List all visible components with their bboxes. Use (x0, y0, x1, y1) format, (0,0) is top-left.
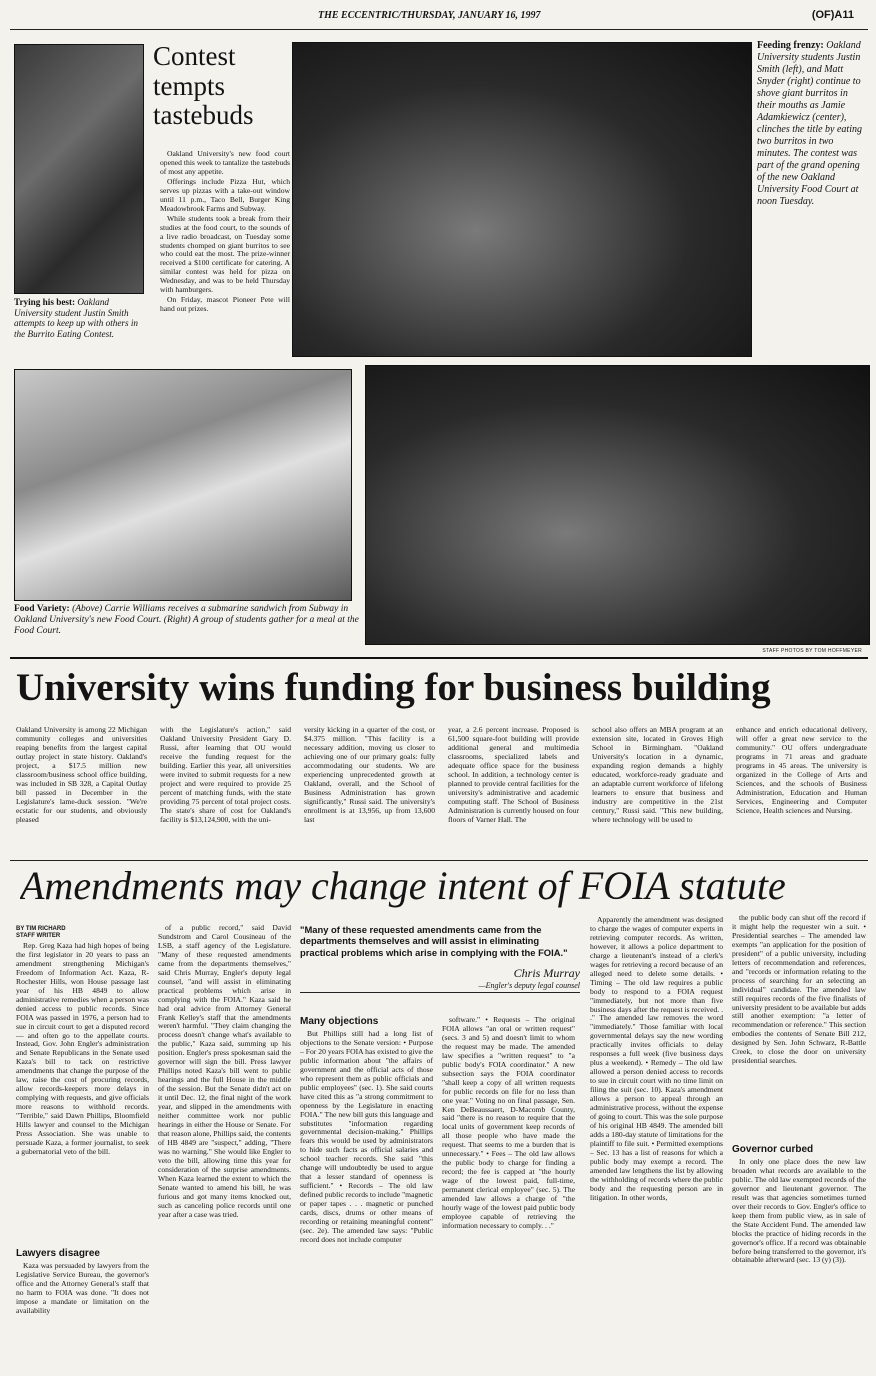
foia-headline: Amendments may change intent of FOIA statute (20, 864, 786, 908)
subway-photo (14, 369, 352, 601)
pull-quote-text: "Many of these requested amendments came from the departments themselves and will assist in eliminating practical problems which arise in complying with the FOIA." (300, 924, 568, 958)
contest-headline: Contest tempts tastebuds (153, 41, 254, 131)
foia-text: the public body can shut off the record if it might help the requester win a suit. • Presidential searches – The amended law exempts "an application for the position of president" of a public university, including letters of recommendation and references, and "records or information relating to the process of searching for an selecting an individual" candidate. The amended law still requires records of the five finalists of university president to be available but adds still another exemption: "a letter of recommendation or reference." This section embodies the contents of Senate Bill 212, designed by Sen. John Schwarz, R-Battle Creek, to close the door on university presidential searches. (732, 914, 866, 1066)
byline (16, 926, 146, 940)
funding-column: with the Legislature's action," said Oakland University President Gary D. Russi, after learning that OU would receive the funding request for the building. Earlier this year, all universities were invited to submit requests for a new project and were required to provide 25 percent of matching funds, with the state providing 75 percent of total project costs. The state's share of cost for Oakland's facility is $13,124,900, with the uni- (160, 726, 291, 824)
paper-name (318, 10, 540, 21)
funding-column: Oakland University is among 22 Michigan community colleges and universities reaping benefits from the largest capital outlay project in state history. Oakland's project, a $17.5 million new classroom/business school office building, was included in SB 328, a Capital Outlay bill passed in December in the Legislature's lame-duck session. "We're ecstatic for our students, and obviously pleased (16, 726, 147, 824)
foia-text: Kaza was persuaded by lawyers from the Legislative Service Bureau, the governor's office and the Attorney General's staff that no harm to FOIA was done. "It does not impose a mandate or limitation on the availability (16, 1262, 149, 1315)
foia-column-1b (16, 1262, 149, 1366)
subhead-lawyers: Lawyers disagree (16, 1248, 100, 1259)
byline-role: STAFF WRITER (16, 933, 61, 940)
foia-text: Apparently the amendment was designed to charge the wages of computer experts in retrieving computer records. As written, however, it allows a police department to charge a lieutenant's instead of a clerk's wages for retrieving a record because of an alleged need to delete some details. • Timing – The old law requires a public body to respond to a FOIA request "immediately, but not more than five business days after the request is received. . ." The amended law removes the word "immediately." Those familiar with local governmental delays say the new wording practically invites officials to delay responses a full week (five business days plus a weekend). • Remedy – The old law allowed a person denied access to records to sue in circuit court with no time limit on filing the suit (sec. 10). Kaza's amendment allows a person to appeal through an administrative process, without the expense of going to court. This was the sole purpose of his original HB 4849. The amended bill adds a 180-day statute of limitations for the plaintiff to file suit. • Permitted exemptions – Sec. 13 has a list of reasons for which a public body may exempt a record. The amended law lengthens the list by allowing the withholding of records where the public body and the requesting person are in litigation. In other words, (590, 916, 723, 1202)
frenzy-text: Oakland University students Justin Smith (left), and Matt Snyder (right) continue to shove giant burritos in their mouths as Jamie Adamkiewicz (center), clinches the title by eating two burritos in two minutes. The contest was part of the grand opening of the new Oakland University Food Court at noon Tuesday. (757, 40, 862, 207)
byline-name: BY TIM RICHARD (16, 926, 66, 932)
foia-column-3 (300, 1030, 433, 1366)
funding-column: year, a 2.6 percent increase. Proposed is 61,500 square-foot building will provide additional general and multimedia classrooms, specialized labels and adequate office space for the business school. In addition, a technology center is planned to provide central facilities for the university's administrative and academic computing staff. The School of Business Administration is currently housed on four floors of Varner Hall. The (448, 726, 579, 824)
caption-lead: Trying his best: (14, 297, 76, 307)
contest-paragraph: On Friday, mascot Pioneer Pete will hand out prizes. (160, 295, 290, 314)
foia-column-1 (16, 942, 149, 1244)
feeding-frenzy-photo (292, 42, 752, 357)
funding-column: school also offers an MBA program at an extension site, located in Groves High School in Birmingham. "Oakland University's location in a dynamic, expanding region demands a highly educated, workforce-ready graduate and an adaptable current workforce of lifelong learners to ensure that business and industry are competitive in the 21st century," Russi said. "This new building, where technology will be used to (592, 726, 723, 824)
subhead-objections: Many objections (300, 1016, 379, 1027)
funding-headline: University wins funding for business building (16, 668, 771, 709)
photo-credit: STAFF PHOTOS BY TOM HOFFMEYER (762, 648, 862, 654)
issue-date: /THURSDAY, JANUARY 16, 1997 (398, 10, 541, 21)
pull-quote (300, 924, 580, 1010)
caption-text: Oakland University student Justin Smith attempts to keep up with others in the Burrito Eating Contest. (14, 297, 139, 340)
page-header (0, 0, 876, 30)
contest-paragraph: Oakland University's new food court opened this week to tantalize the tastebuds of most any appetite. (160, 150, 290, 176)
students-meal-photo (365, 365, 870, 645)
funding-column: versity kicking in a quarter of the cost, or $4.375 million. "This facility is a necessary addition, moving us closer to achieving one of our primary goals: fully accommodating our students. We are experiencing unprecedented growth at Oakland, overall, and the School of Business Administration has grown significantly," Russi said. The university's enrollment is at 13,956, up from 13,600 last (304, 726, 435, 824)
foia-text: software." • Requests – The original FOIA allows "an oral or written request" (secs. 3 and 5) and doesn't limit to whom the request may be made. The amended law specifies a "written request" to "a public body's FOIA coordinator." A new subsection says the FOIA coordinator "shall keep a copy of all written requests for public records on file for no less than one year." Voting no on final passage, Sen. Ken DeBeaussaert, D-Macomb County, said "there is no reason to require that the local units of government keep records of all those people who have made the request. That seems to me a burden that is unnecessary." • Fees – The old law allows the public body to charge for finding a record; the fee is capped at "the hourly wage of the lowest paid, full-time, permanent clerical employee" (sec. 5). The amended law allows a charge of "the hourly wage of the lowest paid public body employee capable of retrieving the information necessary to comply. . ." (442, 1016, 575, 1230)
trying-caption (14, 297, 148, 340)
funding-column: enhance and enrich educational delivery, will offer a great new service to the community." OU offers undergraduate programs in 71 areas and graduate programs in 45 areas. The university is organized in the College of Arts and Sciences, and the schools of Business Administration, Education and Human Services, Engineering and Computer Science, Health sciences and Nursing. (736, 726, 867, 815)
foia-column-4 (442, 1016, 575, 1366)
frenzy-caption (757, 40, 869, 208)
foia-text: In only one place does the new law broaden what records are available to the public. The old law exempted records of the governor and lieutenant governor. The result was that agencies sometimes turned over their records to Gov. Engler's office to keep them from public view, as in sale of the State Accident Fund. The amended law blocks the practice of hiding records in the governor's office. If a record was obtainable before being transferred to the governor, it's obtainable afterward (sec. 13 (y) (3)). (732, 1158, 866, 1265)
quote-author: Chris Murray (513, 965, 580, 980)
foia-column-5 (590, 916, 723, 1366)
contest-body (160, 150, 290, 360)
foia-text: Rep. Greg Kaza had high hopes of being the first legislator in 20 years to pass an amendment strengthening Michigan's Freedom of Information Act. Kaza, R-Rochester Hills, won House passage last year of his HB 4849 to allow administrative remedies when a person was denied access to public records. Since FOIA was passed in 1976, a person had to sue in circuit court to get a disputed record — and often go to the appellate courts. Instead, Gov. John Engler's administration and Senate Republicans in the Senate used Kaza's bill to tack on restrictive amendments that change the purpose of the law, raise the cost of procuring records, allow records-keepers more delays in complying with requests, and give officials more reasons to withhold records. "Terrible," said Dawn Phillips, Bloomfield Hills lawyer and counsel to the Michigan Press Association. She was unable to persuade Kaza, a former journalist, to seek a gubernatorial veto of the bill. (16, 942, 149, 1156)
contest-paragraph: Offerings include Pizza Hut, which serves up pizzas with a take-out window until 11 p.m., Taco Bell, Burger King Meadowbrook Farms and Subway. (160, 176, 290, 213)
burrito-photo-justin (14, 44, 144, 294)
foia-column-6b (732, 1158, 866, 1366)
foia-text: of a public record," said David Sundstrom and Carol Cousineau of the LSB, a staff agency of the Legislature. "Many of these requested amendments came from the departments themselves," said Chris Murray, Engler's deputy legal counsel, "and will assist in eliminating practical problems which arise in complying with the FOIA." Kaza said he had oral advice from Attorney General Frank Kelley's staff that the amendments weren't harmful. "They claim changing the process doesn't change what's available to the public," Kaza said, summing up his position. Engler's press spokesman said the governor will sign the bill. Press lawyer Phillips noted Kaza's bill went to public hearings and the full House in the middle of the session. But the Senate didn't act on it until Dec. 12, the final night of the work year, and slipped in the amendments with neither committee work nor public hearings in either the House or Senate. For that reason alone, Phillips said, the contents of HB 4849 are "suspect," adding, "There was no warning." She would like Engler to veto the bill, allowing time this year for consideration of the surprise amendments. When Kaza learned the extent to which the Senate wanted to amend his bill, he was furious and got many items knocked out, such as canceling police records until one year after a case was tried. (158, 924, 291, 1219)
quote-role: —Engler's deputy legal counsel (300, 981, 580, 993)
foia-column-2 (158, 924, 291, 1366)
frenzy-lead: Feeding frenzy: (757, 40, 824, 51)
variety-text: (Above) Carrie Williams receives a submarine sandwich from Subway in Oakland University's new Food Court. (Right) A group of students gather for a meal at the Food Court. (14, 604, 359, 637)
foia-column-6 (732, 914, 866, 1140)
contest-paragraph: While students took a break from their studies at the food court, to the sounds of a live radio broadcast, on Tuesday some students chomped on giant burritos to see who could eat the most. The prize-winner received a $100 certificate for catering. A similar contest was held for pizza on Wednesday, and was to be held Thursday with hamburgers. (160, 213, 290, 295)
funding-body (16, 726, 868, 856)
foia-text: But Phillips still had a long list of objections to the Senate version: • Purpose – For 20 years FOIA has existed to give the public information about "the affairs of government and the official acts of those who represent them as public officials and public employees" (sec. 1). She said courts have cited this as "a strong commitment to openness by the Legislature in enacting FOIA." The new bill guts this language and substitutes "information regarding governmental decision-making." Phillips fears this would be used by administrators to hide such facts as official salaries and school teacher records. She said "this change will undoubtedly be used to argue that a lesser standard of openness is sufficient." • Records – The old law defined public records to include "magnetic or paper tapes . . . magnetic or punched cards, discs, drums or other means of recording or retaining meaningful content" (sec. 2e). The amended law says: "Public record does not include computer (300, 1030, 433, 1244)
page-number: (OF)A11 (811, 9, 854, 21)
variety-caption (14, 604, 359, 637)
variety-lead: Food Variety: (14, 604, 70, 614)
paper-title: THE ECCENTRIC (318, 10, 399, 21)
subhead-governor: Governor curbed (732, 1144, 814, 1155)
